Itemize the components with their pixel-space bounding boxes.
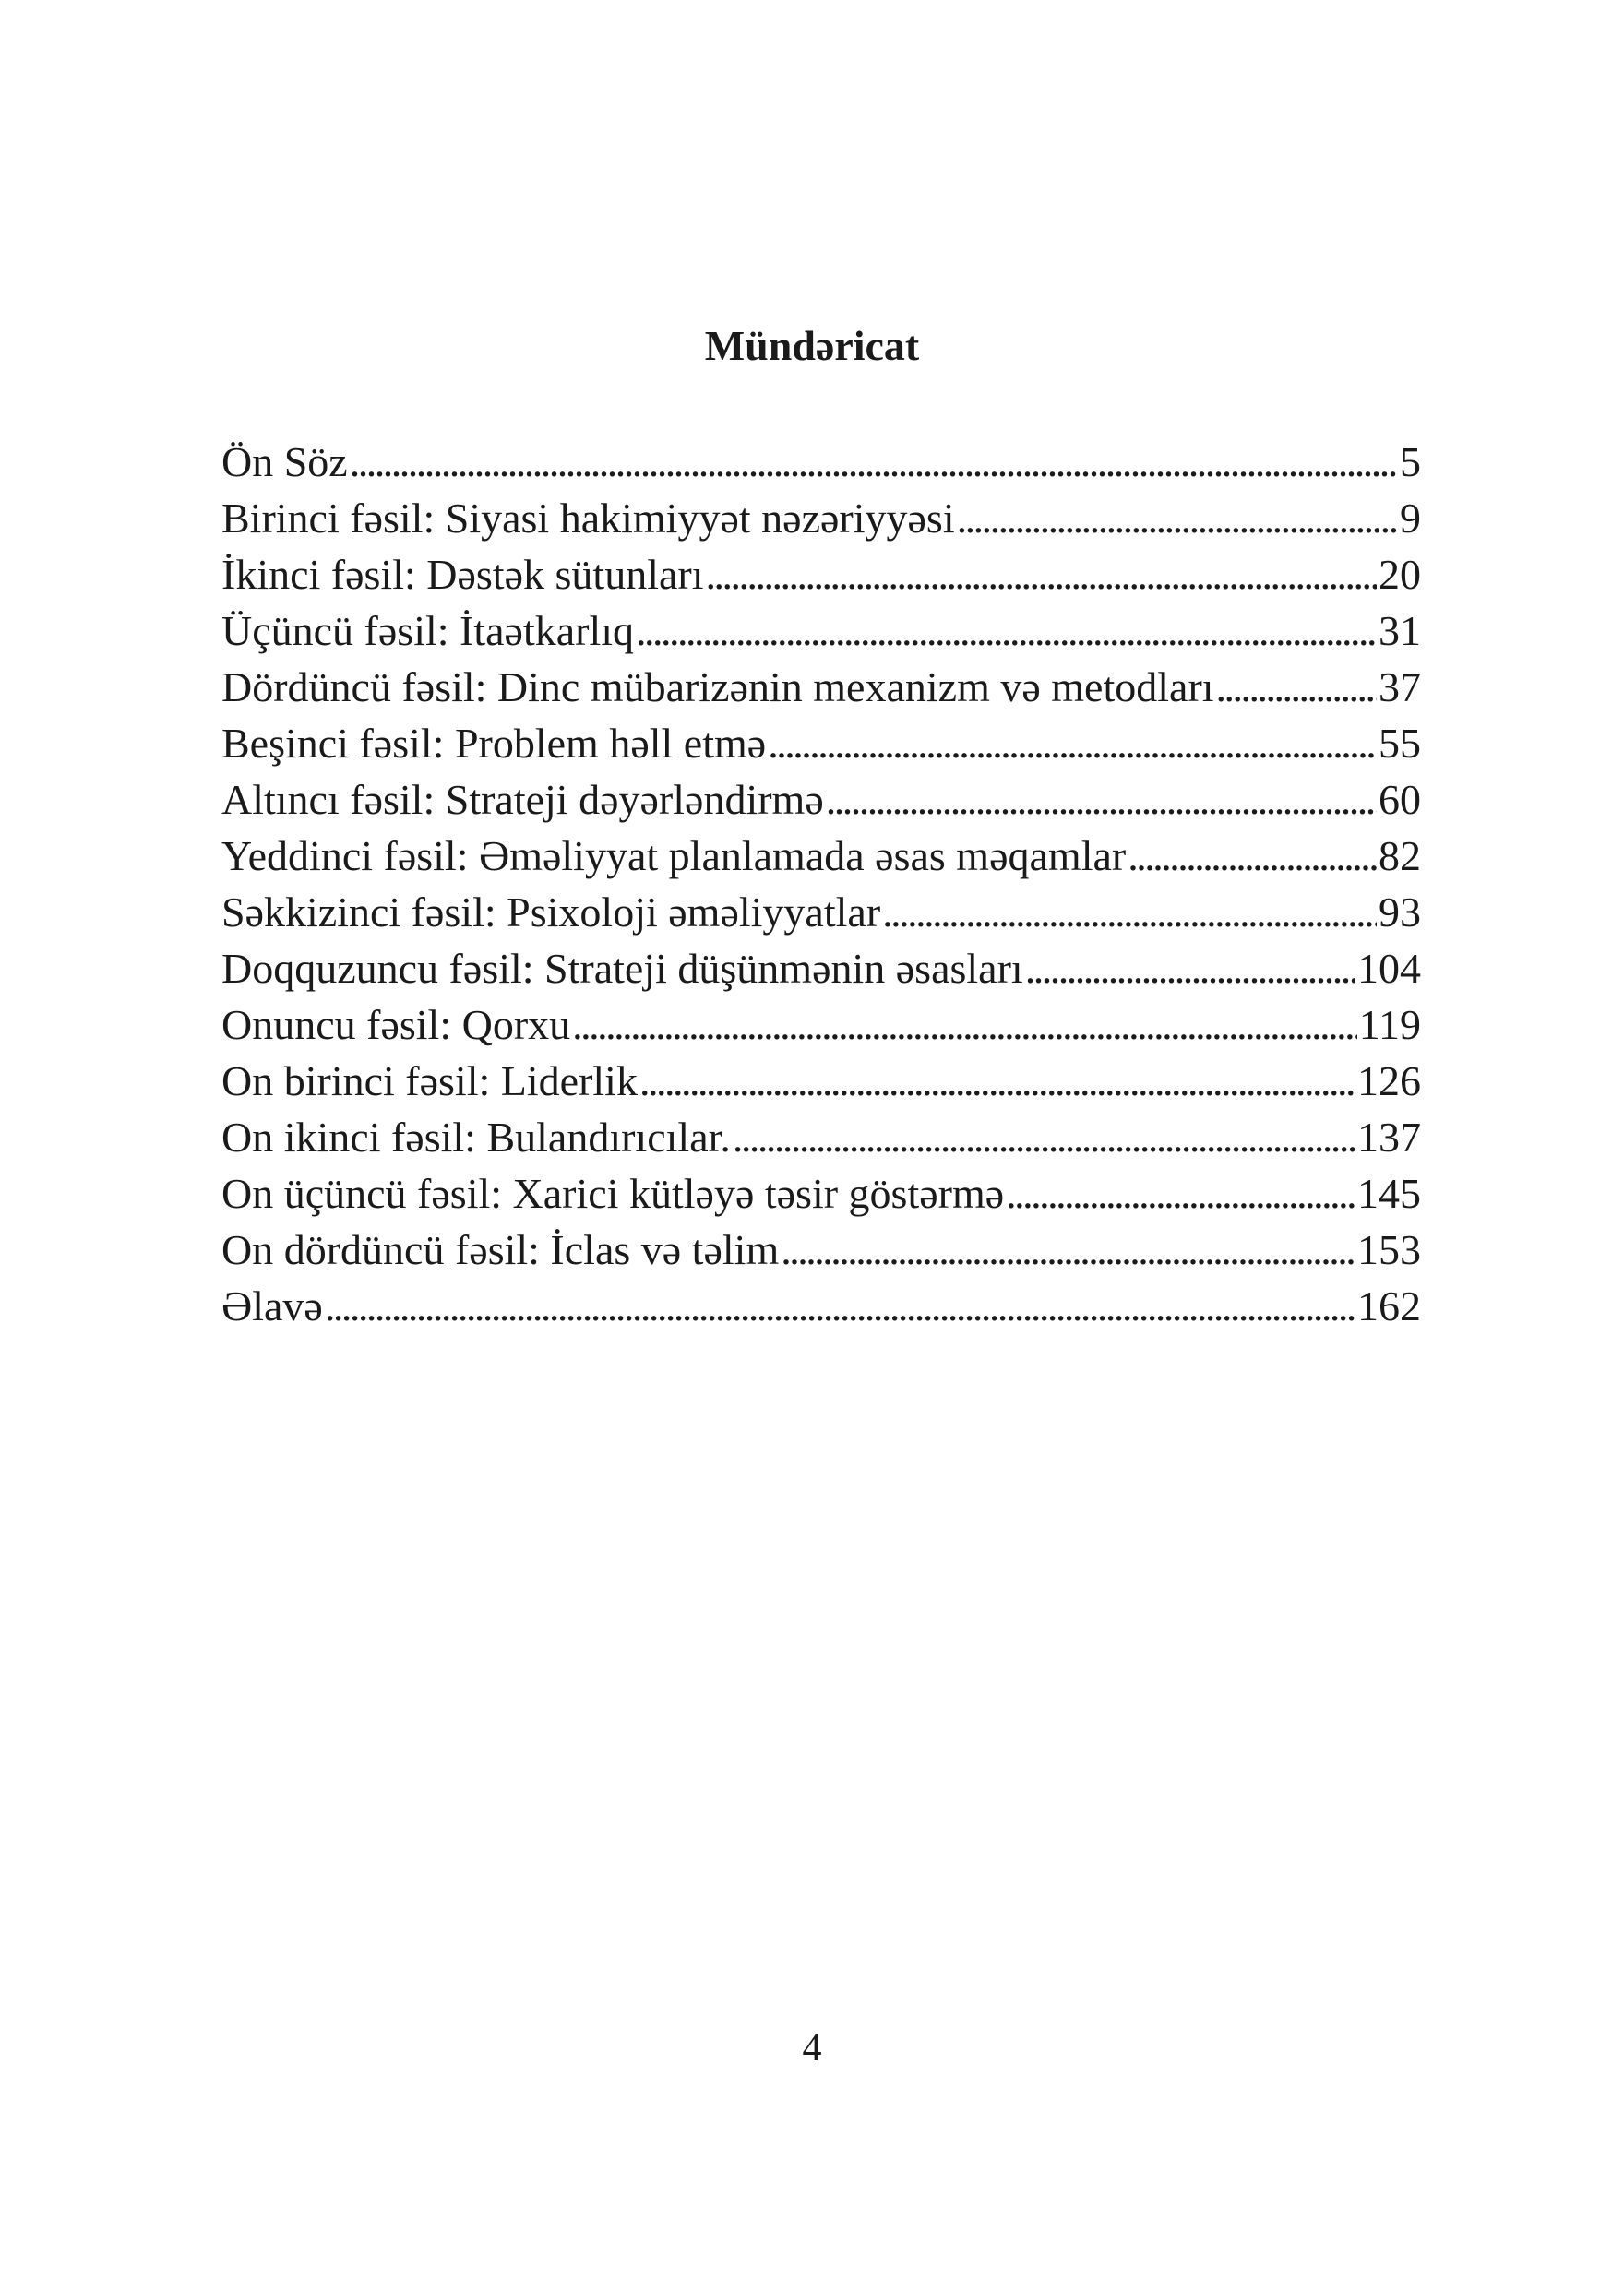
toc-entry-title: Yeddinci fəsil: Əməliyyat planlamada əsas məqamlar [221,832,1127,879]
toc-entry-page: 60 [1379,776,1421,823]
toc-entry [221,546,1421,602]
toc-entry [221,884,1421,940]
toc-entry-title: Əlavə [221,1282,323,1329]
toc-entry-title: Ön Söz [221,438,348,485]
toc-entry-page: 93 [1379,888,1421,936]
toc-entry-title: On ikinci fəsil: Bulandırıcılar. [221,1114,731,1161]
toc-entry-page: 126 [1357,1057,1421,1104]
toc-dot-leader [768,715,1377,771]
toc-entry [221,1165,1421,1222]
toc-dot-leader [1216,659,1377,715]
toc-entry-page: 5 [1400,438,1421,485]
toc-entry [221,1109,1421,1165]
toc-entry-title: Səkkizinci fəsil: Psixoloji əməliyyatlar [221,888,881,936]
toc-entry [221,771,1421,828]
toc-entry [221,940,1421,996]
toc-entry-title: On üçüncü fəsil: Xarici kütləyə təsir göstərmə [221,1170,1005,1217]
toc-entry [221,1278,1421,1334]
toc-entry-title: Onuncu fəsil: Qorxu [221,1001,571,1048]
toc-entry-title: On dördüncü fəsil: İclas və təlim [221,1226,780,1273]
toc-entry-page: 162 [1357,1282,1421,1329]
toc-dot-leader [706,546,1378,602]
toc-entry-page: 31 [1379,607,1421,654]
toc-entry-page: 82 [1379,832,1421,879]
page-title: Mündəricat [704,322,920,369]
toc-dot-leader [826,771,1377,828]
toc-entry-page: 20 [1379,551,1421,598]
toc-dot-leader [572,996,1357,1053]
toc-entry-page: 145 [1357,1170,1421,1217]
toc-entry [221,434,1421,490]
toc-entry-page: 37 [1379,663,1421,710]
toc-dot-leader [957,490,1398,546]
toc-dot-leader [781,1222,1355,1278]
toc-entry-title: Dördüncü fəsil: Dinc mübarizənin mexanizm və metodları [221,663,1214,710]
toc-entry-page: 9 [1400,495,1421,542]
toc-entry-page: 153 [1357,1226,1421,1273]
toc-entry-title: Doqquzuncu fəsil: Strateji düşünmənin əsasları [221,945,1023,992]
toc-dot-leader [882,884,1377,940]
toc-entry [221,602,1421,659]
toc-entry-page: 55 [1379,720,1421,767]
toc-entry-title: On birinci fəsil: Liderlik [221,1057,638,1104]
toc-dot-leader [1128,828,1377,884]
toc-dot-leader [1025,940,1355,996]
page-number: 4 [802,2027,822,2069]
table-of-contents [221,434,1421,1334]
toc-entry-title: Beşinci fəsil: Problem həll etmə [221,720,767,767]
toc-entry-title: İkinci fəsil: Dəstək sütunları [221,551,704,598]
toc-entry [221,828,1421,884]
toc-dot-leader [1006,1165,1355,1222]
toc-dot-leader [639,1053,1355,1109]
toc-dot-leader [733,1109,1355,1165]
toc-entry-title: Üçüncü fəsil: İtaətkarlıq [221,607,635,654]
toc-dot-leader [350,434,1398,490]
toc-entry [221,1053,1421,1109]
toc-entry [221,490,1421,546]
toc-entry-title: Altıncı fəsil: Strateji dəyərləndirmə [221,776,824,823]
toc-entry [221,1222,1421,1278]
toc-entry-title: Birinci fəsil: Siyasi hakimiyyət nəzəriyyəsi [221,495,955,542]
toc-entry [221,715,1421,771]
toc-dot-leader [636,602,1377,659]
toc-dot-leader [325,1278,1355,1334]
toc-entry-page: 137 [1357,1114,1421,1161]
toc-entry [221,996,1421,1053]
toc-entry-page: 119 [1358,1001,1421,1048]
toc-entry-page: 104 [1357,945,1421,992]
toc-entry [221,659,1421,715]
